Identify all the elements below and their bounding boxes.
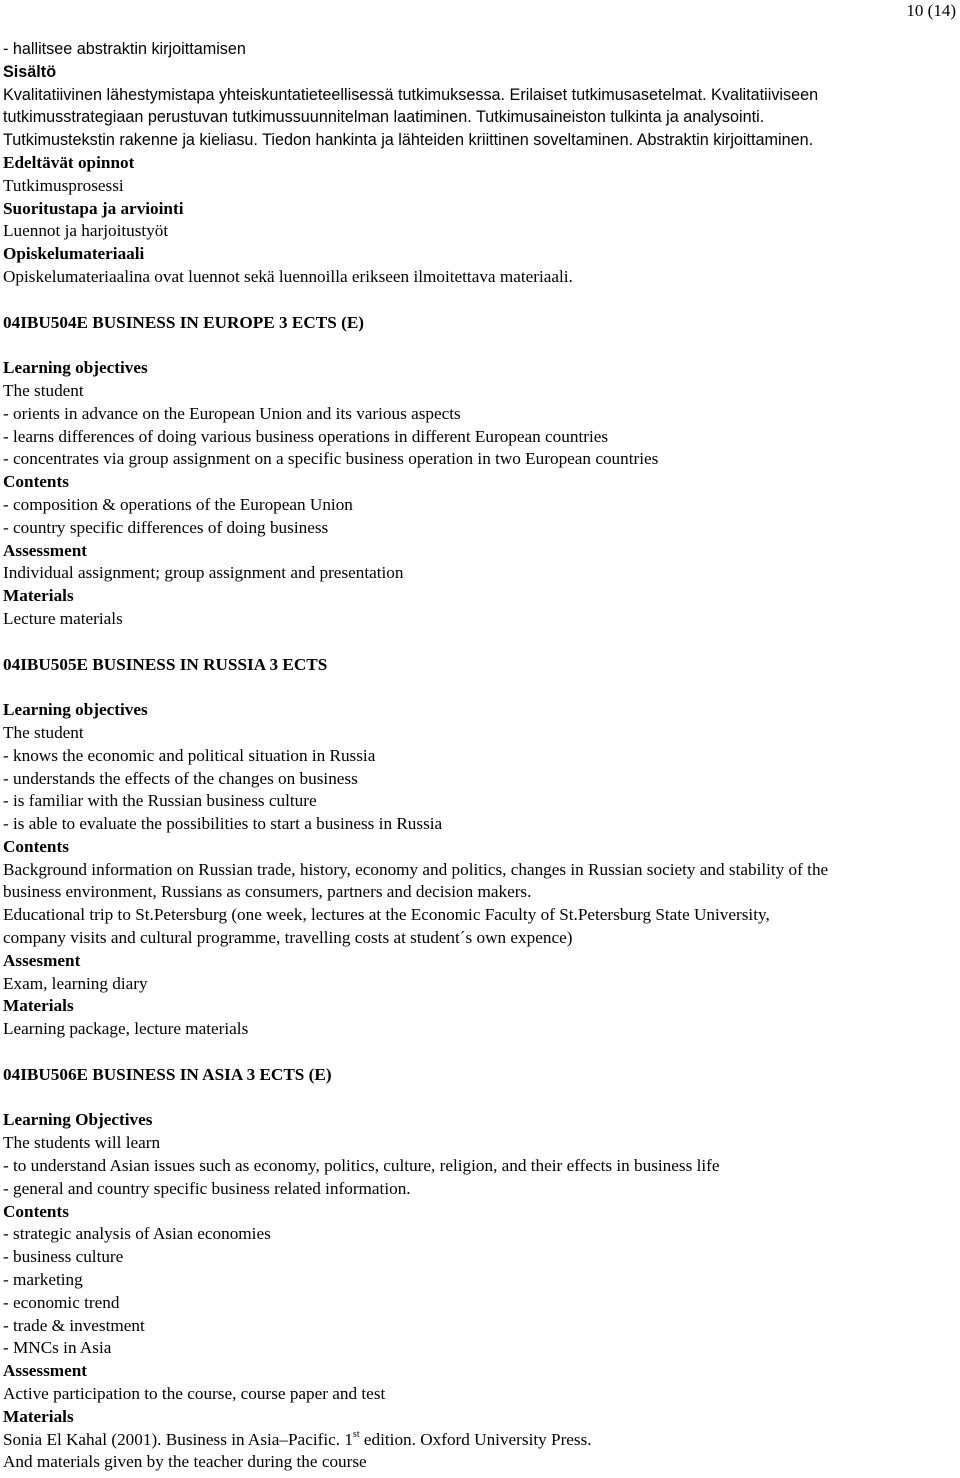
document-body bbox=[3, 38, 954, 1474]
assessment-text: Individual assignment; group assignment and presentation bbox=[3, 563, 404, 583]
page-number: 10 (14) bbox=[906, 1, 956, 20]
learning-objectives-intro: The student bbox=[3, 722, 84, 742]
assessment-heading: Assessment bbox=[3, 540, 88, 560]
list-item: - is able to evaluate the possibilities to start a business in Russia bbox=[3, 814, 443, 834]
materials-heading: Materials bbox=[3, 996, 74, 1016]
section-heading-suoritustapa: Suoritustapa ja arviointi bbox=[3, 198, 184, 218]
sisalto-line: tutkimusstrategiaan perustuvan tutkimussuunnitelman laatiminen. Tutkimusaineiston tulkinta ja analysointi. bbox=[3, 108, 765, 127]
sisalto-line: Kvalitatiivinen lähestymistapa yhteiskuntatieteellisessä tutkimuksessa. Erilaiset tutkimusasetelmat. Kvalitatiiviseen bbox=[3, 85, 819, 104]
materials-text: Learning package, lecture materials bbox=[3, 1019, 249, 1039]
materials-reference-rest: edition. Oxford University Press. bbox=[359, 1429, 592, 1449]
assessment-text: Active participation to the course, course paper and test bbox=[3, 1384, 386, 1404]
contents-heading: Contents bbox=[3, 1201, 69, 1221]
materials-text: Lecture materials bbox=[3, 608, 123, 628]
learning-objectives-heading: Learning objectives bbox=[3, 700, 148, 720]
contents-line: Background information on Russian trade, history, economy and politics, changes in Russian society and stability of the bbox=[3, 859, 829, 879]
contents-line: company visits and cultural programme, travelling costs at student´s own expence) bbox=[3, 928, 573, 948]
materials-heading: Materials bbox=[3, 586, 74, 606]
contents-heading: Contents bbox=[3, 472, 69, 492]
learning-objectives-intro: The student bbox=[3, 380, 84, 400]
section-heading-sisalto: Sisältö bbox=[3, 62, 57, 81]
assessment-text: Exam, learning diary bbox=[3, 973, 148, 993]
materials-reference-main: Sonia El Kahal (2001). Business in Asia–Pacific. 1 bbox=[3, 1429, 353, 1449]
materials-heading: Materials bbox=[3, 1406, 74, 1426]
section-heading-edeltavat: Edeltävät opinnot bbox=[3, 152, 135, 172]
learning-objectives-heading: Learning objectives bbox=[3, 358, 148, 378]
edeltavat-text: Tutkimusprosessi bbox=[3, 175, 124, 195]
list-item: - general and country specific business related information. bbox=[3, 1178, 411, 1198]
assessment-heading: Assessment bbox=[3, 1361, 88, 1381]
objective-line: - hallitsee abstraktin kirjoittamisen bbox=[3, 40, 246, 58]
list-item: - MNCs in Asia bbox=[3, 1338, 112, 1358]
learning-objectives-heading: Learning Objectives bbox=[3, 1110, 153, 1130]
opiskelumateriaali-text: Opiskelumateriaalina ovat luennot sekä luennoilla erikseen ilmoitettava materiaali. bbox=[3, 266, 573, 286]
list-item: - concentrates via group assignment on a specific business operation in two European countries bbox=[3, 449, 659, 469]
course-title-russia: 04IBU505E BUSINESS IN RUSSIA 3 ECTS bbox=[3, 654, 328, 674]
course-title-asia: 04IBU506E BUSINESS IN ASIA 3 ECTS (E) bbox=[3, 1064, 332, 1084]
list-item: - trade & investment bbox=[3, 1315, 145, 1335]
list-item: - marketing bbox=[3, 1270, 83, 1290]
course-title-europe: 04IBU504E BUSINESS IN EUROPE 3 ECTS (E) bbox=[3, 312, 365, 332]
list-item: - knows the economic and political situation in Russia bbox=[3, 745, 376, 765]
list-item: - orients in advance on the European Union and its various aspects bbox=[3, 403, 461, 423]
section-heading-opiskelumateriaali: Opiskelumateriaali bbox=[3, 244, 145, 264]
contents-line: Educational trip to St.Petersburg (one week, lectures at the Economic Faculty of St.Petersburg State University, bbox=[3, 905, 770, 925]
learning-objectives-intro: The students will learn bbox=[3, 1133, 161, 1153]
list-item: - understands the effects of the changes on business bbox=[3, 768, 358, 788]
suoritustapa-text: Luennot ja harjoitustyöt bbox=[3, 221, 169, 241]
materials-reference-superscript: st bbox=[352, 1428, 360, 1440]
list-item: - strategic analysis of Asian economies bbox=[3, 1224, 271, 1244]
sisalto-line: Tutkimustekstin rakenne ja kieliasu. Tiedon hankinta ja lähteiden kriittinen soveltaminen. Abstraktin kirjoittaminen. bbox=[3, 131, 814, 150]
list-item: - country specific differences of doing business bbox=[3, 517, 329, 537]
list-item: - business culture bbox=[3, 1247, 124, 1267]
assessment-heading: Assesment bbox=[3, 950, 81, 970]
contents-line: business environment, Russians as consumers, partners and decision makers. bbox=[3, 882, 532, 902]
list-item: - learns differences of doing various business operations in different European countries bbox=[3, 426, 609, 446]
list-item: - to understand Asian issues such as economy, politics, culture, religion, and their effects in business life bbox=[3, 1156, 720, 1176]
list-item: - composition & operations of the European Union bbox=[3, 494, 353, 514]
materials-reference bbox=[3, 1429, 954, 1452]
list-item: - economic trend bbox=[3, 1292, 120, 1312]
list-item: - is familiar with the Russian business culture bbox=[3, 791, 317, 811]
contents-heading: Contents bbox=[3, 836, 69, 856]
materials-extra: And materials given by the teacher during the course bbox=[3, 1452, 367, 1472]
